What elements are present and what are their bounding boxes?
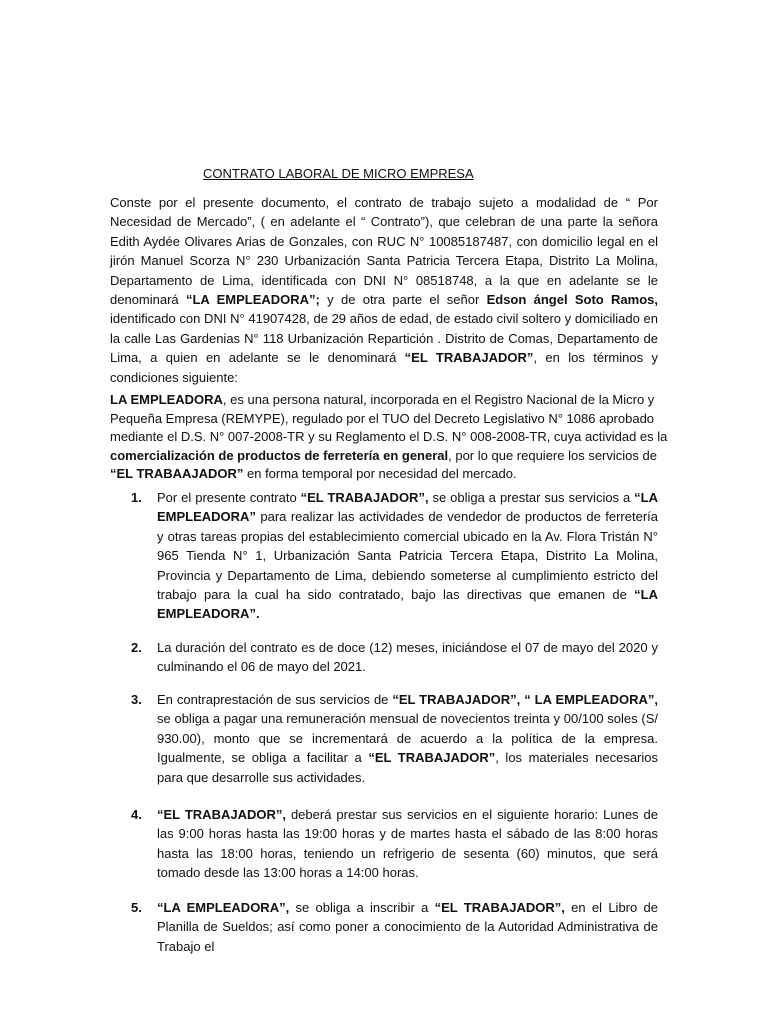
- clause-number: 3.: [131, 692, 142, 707]
- intro-text-3: identificado con DNI N° 41907428, de 29 años de edad, de estado civil soltero y domiciliado en la calle Las Gardenias N° 118 Urbanización Repartición . Distrito de Comas, Departamento de Lima, a quien en adelante se le denominará: [110, 311, 658, 366]
- clause-text-part: En contraprestación de sus servicios de: [157, 692, 393, 707]
- clause-text-part: deberá prestar sus servicios en el siguiente horario: Lunes de las 9:00 horas hasta las 19:00 horas y de martes hasta el sábado de las 8:00 horas hasta las 18:00 horas, teniendo un refrigerio de sesenta (60) minutos, que será tomado desde las 13:00 horas a 14:00 horas.: [157, 807, 658, 881]
- clause-text-part: se obliga a pagar una remuneración mensual de novecientos treinta y 00/100 soles (S/ 930.00), monto que se incrementará de acuerdo a la política de la empresa. Igualmente, se obliga a facilitar a: [157, 711, 658, 766]
- clause-text: [157, 638, 658, 677]
- intro-text-4: , en los términos y condiciones siguiente:: [110, 350, 658, 385]
- clause-bold-part: “EL TRABAJADOR”, “ LA EMPLEADORA”,: [392, 692, 659, 707]
- clause-text-part: se obliga a inscribir a: [289, 900, 435, 915]
- clause-number: 2.: [131, 640, 142, 655]
- clause-text: [157, 805, 658, 883]
- intro-text-1: Conste por el presente documento, el contrato de trabajo sujeto a modalidad de “ Por Necesidad de Mercado”, ( en adelante el “ Contrato”), que celebran de una parte la señora Edith Aydée Olivares Arias de Gonzales, con RUC N° 10085187487, con domicilio legal en el jirón Manuel Scorza N° 230 Urbanización Santa Patricia Tercera Etapa, Distrito La Molina, Departamento de Lima, identificada con DNI N° 08518748, a la que en adelante se le denominará: [110, 195, 658, 308]
- clause-text-part: para realizar las actividades de vendedor de productos de ferretería y otras tareas propias del establecimiento comercial ubicado en la Av. Flora Tristán N° 965 Tienda N° 1, Urbanización Santa Patricia Tercera Etapa, Distrito La Molina, Provincia y Departamento de Lima, debiendo someterse al cumplimiento estricto del trabajo para la cual ha sido contratado, bajo las directivas que emanen de: [157, 509, 658, 603]
- clause-text: [157, 690, 658, 787]
- employer-bold-2: comercialización de productos de ferretería en general: [110, 447, 449, 463]
- intro-bold-2: Edson ángel Soto Ramos,: [486, 292, 658, 308]
- clause-bold-part: “LA EMPLEADORA”: [157, 490, 658, 525]
- clause-text-part: La duración del contrato es de doce (12) meses, iniciándose el 07 de mayo del 2020 y culminando el 06 de mayo del 2021.: [157, 640, 658, 675]
- clause-text-part: se obliga a prestar sus servicios a: [428, 490, 635, 505]
- clause-number: 1.: [131, 490, 142, 505]
- employer-bold-3: “EL TRABAAJADOR”: [110, 466, 244, 482]
- clause-number: 5.: [131, 900, 142, 915]
- clause-text-part: Por el presente contrato: [157, 490, 301, 505]
- clause-bold-part: “LA EMPLEADORA”.: [157, 587, 658, 622]
- document-title: CONTRATO LABORAL DE MICRO EMPRESA: [203, 166, 474, 181]
- clause-bold-part: “LA EMPLEADORA”,: [157, 900, 290, 915]
- employer-text-2: , por lo que requiere los servicios de: [448, 447, 657, 463]
- clause-bold-part: “EL TRABAJADOR”,: [157, 807, 286, 822]
- employer-bold-1: LA EMPLEADORA: [110, 392, 223, 407]
- clause-bold-part: “EL TRABAJADOR”: [368, 750, 496, 766]
- clause-text-part: , los materiales necesarios para que desarrolle sus actividades.: [157, 750, 658, 785]
- intro-bold-3: “EL TRABAJADOR”: [404, 350, 534, 366]
- clause-number: 4.: [131, 807, 142, 822]
- employer-paragraph: [110, 391, 670, 484]
- clause-text-part: en el Libro de Planilla de Sueldos; así como poner a conocimiento de la Autoridad Administrativa de Trabajo el: [157, 900, 658, 954]
- clause-text: [157, 898, 658, 956]
- clause-text: [157, 488, 658, 624]
- intro-bold-1: “LA EMPLEADORA”;: [185, 292, 320, 308]
- clause-bold-part: “EL TRABAJADOR”,: [434, 900, 565, 915]
- employer-text-1: , es una persona natural, incorporada en el Registro Nacional de la Micro y Pequeña Empresa (REMYPE), regulado por el TUO del Decreto Legislativo N° 1086 aprobado mediante el D.S. N° 007-2008-TR y su Reglamento el D.S. N° 008-2008-TR, cuya actividad es la: [110, 392, 668, 445]
- employer-text-3: en forma temporal por necesidad del mercado.: [243, 466, 517, 482]
- intro-paragraph: [110, 193, 658, 387]
- intro-text-2: y de otra parte el señor: [319, 292, 487, 308]
- clause-bold-part: “EL TRABAJADOR”,: [300, 490, 429, 505]
